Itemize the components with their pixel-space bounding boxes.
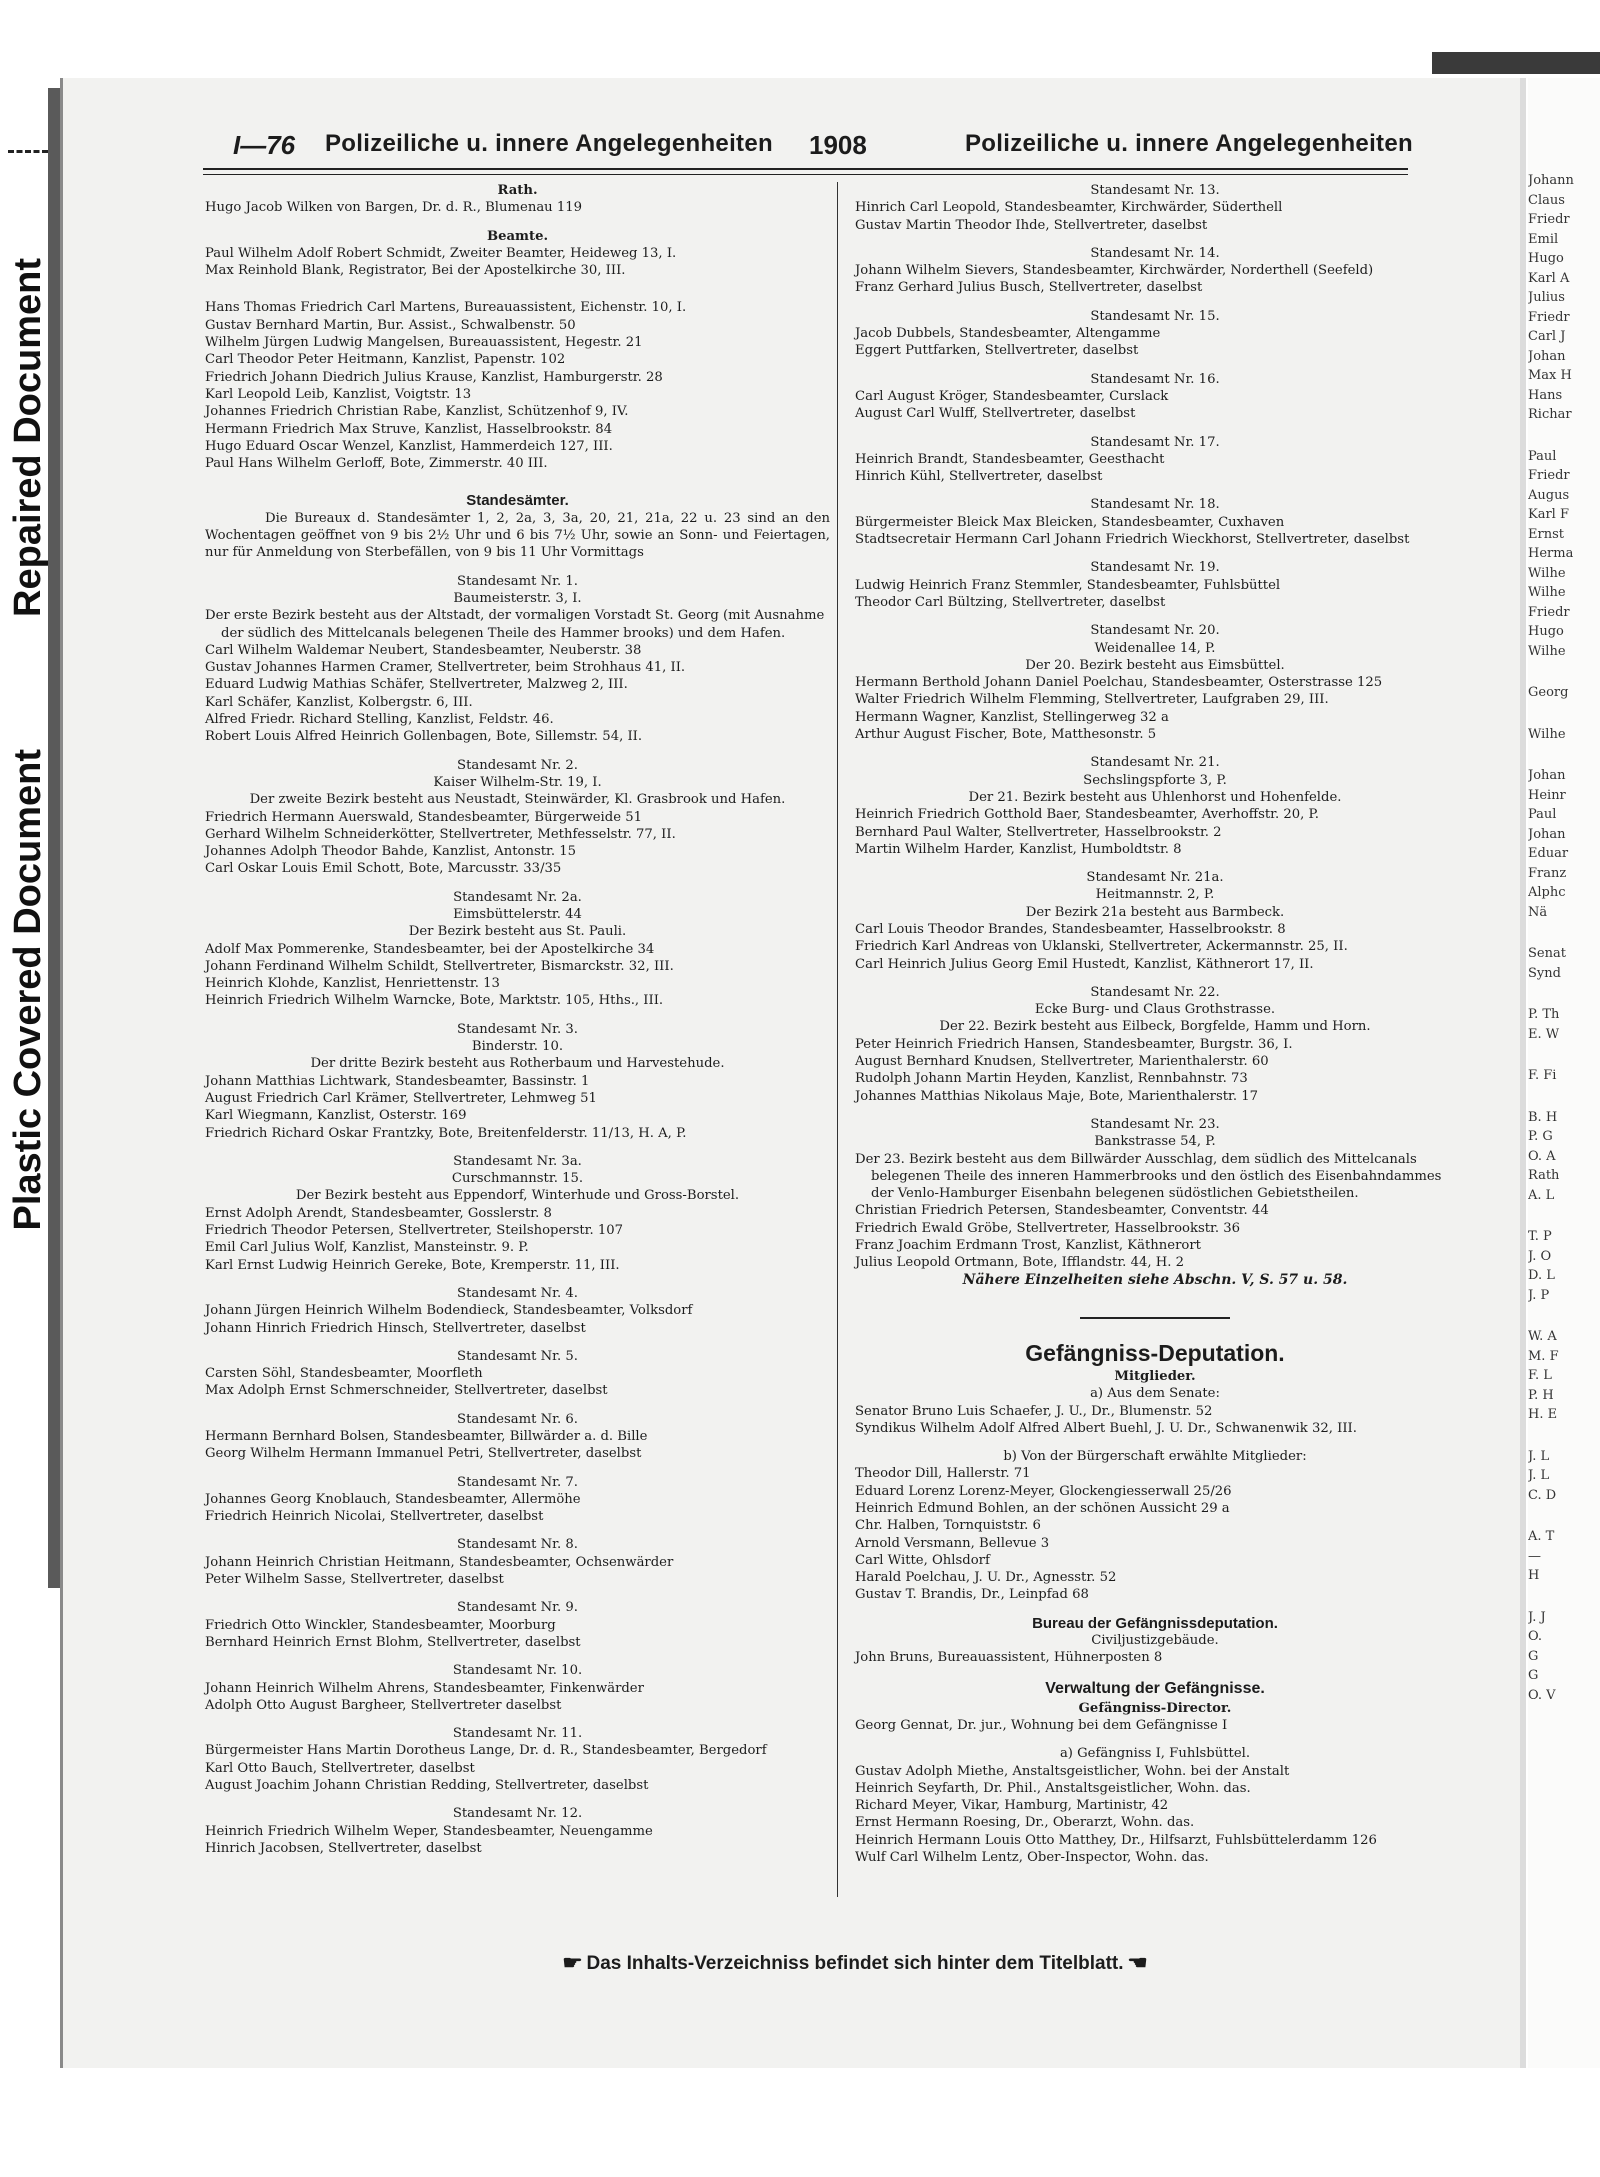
list-item: Franz Joachim Erdmann Trost, Kanzlist, Käthnerort [855, 1238, 1201, 1254]
list-item: Alfred Friedr. Richard Stelling, Kanzlist, Feldstr. 46. [205, 712, 554, 728]
standesamt-title: Standesamt Nr. 3. [457, 1021, 578, 1037]
fragment-text: Rath [1528, 1168, 1560, 1183]
standesamt-title: Standesamt Nr. 7. [457, 1474, 578, 1490]
standesamt-section [205, 878, 830, 1010]
standesamt-section [205, 1794, 830, 1857]
fragment-text: Alphc [1528, 885, 1566, 900]
fragment-text: J. P [1528, 1287, 1550, 1303]
list-item: Friedrich Theodor Petersen, Stellvertreter, Steilshoperstr. 107 [205, 1223, 624, 1239]
standesamt-title: Standesamt Nr. 18. [1090, 497, 1220, 513]
fragment-text: Augus [1528, 487, 1570, 503]
list-item: Heinrich Edmund Bohlen, an der schönen Aussicht 29 a [855, 1501, 1230, 1516]
standesamt-section [205, 1400, 830, 1463]
list-item: Gerhard Wilhelm Schneiderkötter, Stellvertreter, Methfesselstr. 77, II. [205, 826, 676, 842]
standesamt-section [855, 973, 1455, 1105]
list-item: Harald Poelchau, J. U. Dr., Agnesstr. 52 [855, 1570, 1117, 1586]
standesamt-section [855, 858, 1455, 973]
list-item: Richard Meyer, Vikar, Hamburg, Martinistr, 42 [855, 1798, 1169, 1814]
dashed-edge-marks [8, 150, 48, 159]
list-item: Friedrich Hermann Auerswald, Standesbeamter, Bürgerweide 51 [205, 809, 642, 825]
standesamt-title: Standesamt Nr. 8. [457, 1537, 578, 1553]
standesamt-section [855, 423, 1455, 486]
list-item: Johann Matthias Lichtwark, Standesbeamter, Bassinstr. 1 [205, 1073, 590, 1089]
fragment-text: Karl A [1528, 270, 1570, 286]
standesamt-title: Standesamt Nr. 16. [1090, 371, 1220, 387]
fragment-text: J. J [1528, 1609, 1546, 1625]
list-item: Franz Gerhard Julius Busch, Stellvertreter, daselbst [855, 280, 1203, 296]
list-item: Hermann Friedrich Max Struve, Kanzlist, Hasselbrookstr. 84 [205, 421, 613, 437]
fragment-text: Friedr [1528, 468, 1570, 483]
binding-edge [48, 88, 60, 1588]
page-gutter [1520, 78, 1526, 2068]
fragment-text: Senat [1528, 946, 1566, 961]
standesamt-title: Standesamt Nr. 20. [1090, 623, 1220, 639]
standesamt-title: Standesamt Nr. 4. [457, 1285, 578, 1301]
list-item: Arnold Versmann, Bellevue 3 [855, 1535, 1050, 1551]
fragment-text: Julius [1528, 290, 1565, 305]
header-year: 1908 [809, 130, 867, 160]
fragment-text: Karl F [1528, 507, 1569, 522]
standesamt-title: Standesamt Nr. 10. [452, 1663, 583, 1679]
list-item: Hugo Eduard Oscar Wenzel, Kanzlist, Hammerdeich 127, III. [205, 438, 613, 454]
fragment-text: Hugo [1528, 624, 1564, 639]
fragment-text: C. D [1528, 1487, 1557, 1503]
fragment-text: Wilhe [1528, 565, 1566, 581]
list-item: Gustav T. Brandis, Dr., Leinpfad 68 [855, 1587, 1089, 1603]
standesaemter-opening-hours: Die Bureaux d. Standesämter 1, 2, 2a, 3, 3a, 20, 21, 21a, 22 u. 23 sind an den Wochentagen geöffnet von 9 bis 2½ Uhr und 6 bis 7½ Uhr, sowie an Sonn- und Feiertagen, nur für Anmeldung von Sterbefällen, von 9 bis 11 Uhr Vormittags [205, 510, 830, 561]
standesamt-title: Standesamt Nr. 2. [457, 757, 578, 773]
list-item: Bernhard Heinrich Ernst Blohm, Stellvertreter, daselbst [205, 1634, 581, 1650]
standesamt-title: Standesamt Nr. 21. [1090, 755, 1220, 771]
list-item: Hermann Bernhard Bolsen, Standesbeamter, Billwärder a. d. Bille [205, 1429, 648, 1444]
fragment-text: — [1528, 1548, 1541, 1564]
list-item: Hermann Berthold Johann Daniel Poelchau, Standesbeamter, Osterstrasse 125 [855, 675, 1383, 691]
list-item: Carl Oskar Louis Emil Schott, Bote, Marcusstr. 33/35 [205, 861, 562, 877]
fragment-text: Hans [1528, 387, 1563, 403]
list-item: Carl Louis Theodor Brandes, Standesbeamter, Hasselbrookstr. 8 [855, 921, 1286, 937]
standesamt-section [855, 1105, 1455, 1272]
fragment-text: F. L [1528, 1368, 1552, 1383]
standesamt-address: Weidenallee 14, P. [1094, 640, 1216, 656]
list-item: Martin Wilhelm Harder, Kanzlist, Humboldtstr. 8 [855, 841, 1182, 857]
list-item: Heinrich Seyfarth, Dr. Phil., Anstaltsgeistlicher, Wohn. das. [855, 1780, 1251, 1796]
fragment-text: Eduar [1528, 846, 1569, 861]
list-item: Eggert Puttfarken, Stellvertreter, daselbst [855, 343, 1139, 359]
list [855, 1465, 1455, 1603]
list-item: Hans Thomas Friedrich Carl Martens, Bureauassistent, Eichenstr. 10, I. [205, 300, 687, 316]
list-item: Johannes Friedrich Christian Rabe, Kanzlist, Schützenhof 9, IV. [205, 404, 629, 420]
fragment-text: Wilhe [1528, 643, 1566, 659]
fragment-text: Friedr [1528, 309, 1570, 325]
header-rule-thin [203, 174, 1408, 175]
fragment-text: P. H [1528, 1387, 1554, 1403]
standesamt-title: Standesamt Nr. 13. [1090, 183, 1220, 198]
director-heading: Gefängniss-Director. [1078, 1700, 1232, 1716]
list-item: Heinrich Brandt, Standesbeamter, Geesthacht [855, 451, 1165, 467]
district-description: Der zweite Bezirk besteht aus Neustadt, Steinwärder, Kl. Grasbrook und Hafen. [249, 792, 786, 808]
details-reference-note: Nähere Einzelheiten siehe Abschn. V, S. 57 u. 58. [962, 1271, 1348, 1288]
standesamt-section [205, 562, 830, 746]
fragment-text: Claus [1528, 192, 1565, 208]
list-item: Hinrich Jacobsen, Stellvertreter, daselbst [205, 1840, 482, 1856]
fragment-text: Herma [1528, 546, 1574, 561]
list-item: Senator Bruno Luis Schaefer, J. U., Dr., Blumenstr. 52 [855, 1403, 1213, 1419]
fragment-text: A. T [1528, 1529, 1555, 1544]
fragment-text: Georg [1528, 685, 1569, 700]
standesamt-section [205, 1142, 830, 1274]
left-column [205, 182, 830, 1857]
list-item: Georg Wilhelm Hermann Immanuel Petri, Stellvertreter, daselbst [205, 1446, 642, 1462]
list-item: Friedrich Karl Andreas von Uklanski, Stellvertreter, Ackermannstr. 25, II. [855, 939, 1348, 955]
list-item: August Joachim Johann Christian Redding, Stellvertreter, daselbst [205, 1778, 649, 1794]
list-item: Johann Heinrich Wilhelm Ahrens, Standesbeamter, Finkenwärder [205, 1680, 644, 1696]
standesamt-section [855, 743, 1455, 858]
list-item: Stadtsecretair Hermann Carl Johann Friedrich Wieckhorst, Stellvertreter, daselbst [855, 532, 1410, 548]
standesamt-title: Standesamt Nr. 5. [457, 1348, 578, 1364]
fragment-text: T. P [1528, 1229, 1552, 1244]
page-footer [455, 1952, 1255, 1975]
fragment-text: Emil [1528, 231, 1559, 247]
fragment-text: Friedr [1528, 604, 1570, 620]
list-item: Heinrich Friedrich Wilhelm Weper, Standesbeamter, Neuengamme [205, 1823, 653, 1839]
list-item: Johann Jürgen Heinrich Wilhelm Bodendieck, Standesbeamter, Volksdorf [205, 1303, 693, 1319]
list-item: Johann Ferdinand Wilhelm Schildt, Stellvertreter, Bismarckstr. 32, III. [205, 958, 674, 974]
standesamt-address: Bankstrasse 54, P. [1094, 1134, 1216, 1150]
beamte-heading: Beamte. [486, 228, 549, 244]
fragment-text: O. V [1528, 1687, 1556, 1703]
fragment-text: G [1528, 1648, 1539, 1664]
list-item: Bürgermeister Bleick Max Bleicken, Standesbeamter, Cuxhaven [855, 514, 1285, 530]
standesamt-section [205, 1651, 830, 1714]
standesamt-title: Standesamt Nr. 3a. [453, 1153, 582, 1169]
fragment-text: Johann [1528, 173, 1574, 188]
standesamt-section [205, 1010, 830, 1142]
buergerschaft-subheading: b) Von der Bürgerschaft erwählte Mitglieder: [1003, 1449, 1307, 1465]
standesamt-section [855, 548, 1455, 611]
mitglieder-heading: Mitglieder. [1114, 1368, 1196, 1384]
list-item: Karl Wiegmann, Kanzlist, Osterstr. 169 [205, 1108, 467, 1124]
gefaengniss-i-subheading: a) Gefängniss I, Fuhlsbüttel. [1059, 1746, 1251, 1762]
standesamt-title: Standesamt Nr. 14. [1090, 245, 1220, 261]
fragment-text: Ernst [1528, 526, 1564, 542]
district-description: Der dritte Bezirk besteht aus Rotherbaum und Harvestehude. [310, 1056, 725, 1072]
list-item: Heinrich Klohde, Kanzlist, Henriettenstr. 13 [205, 976, 500, 992]
standesamt-section [205, 1588, 830, 1651]
adjacent-page-fragment [1528, 78, 1600, 2068]
list-item: Carl Wilhelm Waldemar Neubert, Standesbeamter, Neuberstr. 38 [205, 642, 642, 658]
fragment-text: M. F [1528, 1348, 1559, 1364]
fragment-text: P. Th [1528, 1007, 1560, 1022]
fragment-text: H [1528, 1568, 1540, 1583]
list-item: Johannes Adolph Theodor Bahde, Kanzlist, Antonstr. 15 [205, 844, 577, 860]
standesamt-title: Standesamt Nr. 11. [452, 1726, 583, 1742]
list-item: Hinrich Carl Leopold, Standesbeamter, Kirchwärder, Süderthell [855, 200, 1283, 216]
list-item: Johannes Georg Knoblauch, Standesbeamter, Allermöhe [205, 1491, 581, 1507]
standesaemter-heading: Standesämter. [466, 492, 569, 510]
district-description: Der Bezirk besteht aus Eppendorf, Winterhude und Gross-Borstel. [295, 1188, 740, 1204]
standesamt-section [205, 1463, 830, 1526]
standesamt-title: Standesamt Nr. 23. [1090, 1116, 1220, 1132]
list-item: Emil Carl Julius Wolf, Kanzlist, Mansteinstr. 9. P. [205, 1240, 529, 1256]
fragment-text: G [1528, 1668, 1539, 1683]
standesamt-section [205, 1714, 830, 1794]
list-item: Carl August Kröger, Standesbeamter, Curslack [855, 388, 1169, 404]
list-item: Johannes Matthias Nikolaus Maje, Bote, Marienthalerstr. 17 [855, 1088, 1259, 1104]
standesamt-title: Standesamt Nr. 17. [1090, 434, 1220, 450]
fragment-text: P. G [1528, 1129, 1553, 1144]
list-item: Wulf Carl Wilhelm Lentz, Ober-Inspector, Wohn. das. [855, 1850, 1209, 1866]
section-divider [1080, 1317, 1230, 1319]
standesamt-address: Curschmannstr. 15. [451, 1171, 584, 1187]
fragment-text: D. L [1528, 1268, 1555, 1283]
district-description: Der Bezirk besteht aus St. Pauli. [408, 924, 627, 940]
fragment-text: Franz [1528, 865, 1567, 881]
list-item: Max Reinhold Blank, Registrator, Bei der Apostelkirche 30, III. [205, 263, 626, 279]
list-item: Theodor Carl Bültzing, Stellvertreter, daselbst [855, 594, 1166, 610]
list-item: Eduard Ludwig Mathias Schäfer, Stellvertreter, Malzweg 2, III. [205, 677, 628, 693]
list-item: Johann Wilhelm Sievers, Standesbeamter, Kirchwärder, Norderthell (Seefeld) [855, 263, 1374, 279]
list-item: John Bruns, Bureauassistent, Hühnerposten 8 [855, 1650, 1163, 1666]
list-item: Hinrich Kühl, Stellvertreter, daselbst [855, 469, 1103, 485]
plastic-covered-document-text: Plastic Covered Document [6, 749, 49, 1231]
list-item: Heinrich Hermann Louis Otto Matthey, Dr., Hilfsarzt, Fuhlsbüttelerdamm 126 [855, 1832, 1377, 1848]
list-item: Syndikus Wilhelm Adolf Alfred Albert Buehl, J. U. Dr., Schwanenwik 32, III. [855, 1420, 1357, 1436]
senate-subheading: a) Aus dem Senate: [1090, 1386, 1220, 1402]
list-item: Gustav Martin Theodor Ihde, Stellvertreter, daselbst [855, 217, 1208, 233]
list-item: Adolph Otto August Bargheer, Stellvertreter daselbst [205, 1697, 562, 1713]
standesamt-section [205, 1337, 830, 1400]
list-item: Gustav Johannes Harmen Cramer, Stellvertreter, beim Strohhaus 41, II. [205, 660, 686, 676]
district-description: Der 21. Bezirk besteht aus Uhlenhorst und Hohenfelde. [968, 789, 1342, 805]
list-item: Rudolph Johann Martin Heyden, Kanzlist, Rennbahnstr. 73 [855, 1071, 1248, 1087]
list-item: Carl Witte, Ohlsdorf [855, 1552, 990, 1568]
page-number: I—76 [233, 130, 296, 160]
fragment-text: J. O [1528, 1248, 1552, 1264]
list-item: Friedrich Otto Winckler, Standesbeamter, Moorburg [205, 1617, 556, 1633]
fragment-text: Synd [1528, 965, 1561, 981]
fragment-text: Hugo [1528, 251, 1564, 266]
standesamt-title: Standesamt Nr. 22. [1090, 984, 1220, 1000]
fragment-text: Nä [1528, 904, 1548, 920]
header-title-left: Polizeiliche u. innere Angelegenheiten [325, 130, 773, 157]
standesamt-address: Ecke Burg- und Claus Grothstrasse. [1034, 1002, 1276, 1018]
list-item: Carsten Söhl, Standesbeamter, Moorfleth [205, 1366, 483, 1382]
list-item: Hermann Wagner, Kanzlist, Stellingerweg 32 a [855, 709, 1169, 725]
list-item: Karl Ernst Ludwig Heinrich Gereke, Bote, Kremperstr. 11, III. [205, 1257, 620, 1273]
list-item: Friedrich Johann Diedrich Julius Krause, Kanzlist, Hamburgerstr. 28 [205, 369, 663, 385]
standesamt-address: Eimsbüttelerstr. 44 [453, 906, 582, 922]
standesamt-section [855, 611, 1455, 743]
list-item: Julius Leopold Ortmann, Bote, Ifflandstr. 44, H. 2 [855, 1255, 1185, 1271]
standesamt-section [855, 182, 1455, 234]
fragment-text: Johan [1528, 348, 1566, 364]
fragment-text: Johan [1528, 826, 1566, 842]
list-item: August Carl Wulff, Stellvertreter, daselbst [855, 406, 1136, 422]
list-item: Max Adolph Ernst Schmerschneider, Stellvertreter, daselbst [205, 1383, 608, 1399]
district-description: Der 22. Bezirk besteht aus Eilbeck, Borgfelde, Hamm und Horn. [939, 1019, 1371, 1035]
fragment-text: Richar [1528, 407, 1572, 422]
list-item: Robert Louis Alfred Heinrich Gollenbagen, Bote, Sillemstr. 54, II. [205, 729, 643, 745]
list-item: Paul Hans Wilhelm Gerloff, Bote, Zimmerstr. 40 III. [205, 456, 548, 472]
list-item: Jacob Dubbels, Standesbeamter, Altengamme [855, 326, 1161, 342]
fragment-text: J. L [1528, 1468, 1550, 1483]
footer-text: Das Inhalts-Verzeichniss befindet sich hinter dem Titelblatt. [586, 1953, 1124, 1974]
fragment-text: Friedr [1528, 212, 1570, 227]
repaired-document-text: Repaired Document [6, 258, 49, 617]
list-item: Bernhard Paul Walter, Stellvertreter, Hasselbrookstr. 2 [855, 824, 1222, 840]
standesamt-address: Sechslingspforte 3, P. [1083, 772, 1227, 788]
list-item: Walter Friedrich Wilhelm Flemming, Stellvertreter, Laufgraben 29, III. [855, 692, 1329, 708]
standesamt-title: Standesamt Nr. 12. [452, 1806, 583, 1822]
list-item: Karl Leopold Leib, Kanzlist, Voigtstr. 13 [205, 386, 472, 402]
standesamt-section [205, 1525, 830, 1588]
list [855, 1763, 1455, 1867]
fragment-text: Heinr [1528, 787, 1566, 803]
list-item: Johann Hinrich Friedrich Hinsch, Stellvertreter, daselbst [205, 1320, 586, 1336]
list-item: Christian Friedrich Petersen, Standesbeamter, Conventstr. 44 [855, 1203, 1269, 1219]
standesamt-title: Standesamt Nr. 19. [1090, 560, 1220, 576]
header-title-right: Polizeiliche u. innere Angelegenheiten [965, 130, 1413, 157]
list-item: Adolf Max Pommerenke, Standesbeamter, bei der Apostelkirche 34 [205, 941, 655, 957]
standesamt-section [205, 746, 830, 878]
list-item: Friedrich Heinrich Nicolai, Stellvertreter, daselbst [205, 1509, 544, 1525]
fragment-text: O. [1528, 1629, 1543, 1644]
list [205, 245, 830, 280]
fragment-text: Paul [1528, 448, 1557, 464]
district-description: Der Bezirk 21a besteht aus Barmbeck. [1025, 904, 1285, 920]
list-item: Johann Heinrich Christian Heitmann, Standesbeamter, Ochsenwärder [205, 1554, 674, 1570]
list [205, 299, 830, 472]
list-item: Arthur August Fischer, Bote, Matthesonstr. 5 [855, 727, 1157, 743]
rath-heading: Rath. [497, 183, 538, 198]
verwaltung-heading: Verwaltung der Gefängnisse. [1045, 1679, 1265, 1697]
fragment-text: B. H [1528, 1109, 1558, 1125]
plastic-covered-document-label [6, 720, 50, 1260]
standesamt-title: Standesamt Nr. 6. [457, 1411, 578, 1427]
bureau-address: Civiljustizgebäude. [1091, 1633, 1219, 1649]
list-item: Peter Heinrich Friedrich Hansen, Standesbeamter, Burgstr. 36, I. [855, 1036, 1293, 1052]
list-item: Bürgermeister Hans Martin Dorotheus Lange, Dr. d. R., Standesbeamter, Bergedorf [205, 1743, 767, 1759]
list-item: Ludwig Heinrich Franz Stemmler, Standesbeamter, Fuhlsbüttel [855, 577, 1281, 593]
standesamt-title: Standesamt Nr. 15. [1090, 308, 1220, 324]
list-item: Ernst Hermann Roesing, Dr., Oberarzt, Wohn. das. [855, 1815, 1195, 1831]
list-item: Theodor Dill, Hallerstr. 71 [855, 1466, 1031, 1482]
list-item: Peter Wilhelm Sasse, Stellvertreter, daselbst [205, 1572, 504, 1588]
right-column [855, 182, 1455, 1866]
gefaengniss-deputation-heading: Gefängniss-Deputation. [1025, 1339, 1285, 1366]
list-item: Karl Schäfer, Kanzlist, Kolbergstr. 6, III. [205, 694, 473, 710]
list [855, 1717, 1455, 1734]
fragment-text: J. L [1528, 1448, 1550, 1464]
fragment-text: Paul [1528, 807, 1557, 822]
fragment-text: E. W [1528, 1026, 1560, 1042]
fragment-text: H. E [1528, 1407, 1558, 1422]
district-description: Der 20. Bezirk besteht aus Eimsbüttel. [1025, 657, 1285, 673]
list [855, 1403, 1455, 1438]
standesamt-section [205, 1274, 830, 1337]
fragment-text: O. A [1528, 1148, 1556, 1164]
fragment-text: A. L [1528, 1187, 1555, 1203]
standesamt-section [855, 360, 1455, 423]
fragment-text: F. Fi [1528, 1068, 1557, 1083]
district-description: Der erste Bezirk besteht aus der Altstadt, der vormaligen Vorstadt St. Georg (mit Ausnahme der südlich des Mittelcanals belegenen Theile des Hammer brooks) und dem Hafen. [205, 608, 825, 641]
list-item: Heinrich Friedrich Gotthold Baer, Standesbeamter, Averhoffstr. 20, P. [855, 807, 1319, 823]
standesamt-section [855, 485, 1455, 548]
list-item: Gustav Bernhard Martin, Bur. Assist., Schwalbenstr. 50 [205, 317, 576, 333]
list-item: Carl Theodor Peter Heitmann, Kanzlist, Papenstr. 102 [205, 352, 566, 368]
list-item: Friedrich Ewald Gröbe, Stellvertreter, Hasselbrookstr. 36 [855, 1220, 1241, 1236]
fragment-text: Wilhe [1528, 585, 1566, 600]
district-description: Der 23. Bezirk besteht aus dem Billwärder Ausschlag, dem südlich des Mittelcanals belegenen Theile des inneren Hammerbrooks und den östlich des Eisenbahndammes der Venlo-Hamburger Eisenbahn belegenen südöstlichen Gebietstheilen. [855, 1151, 1442, 1202]
standesamt-section [855, 234, 1455, 297]
list-item: Friedrich Richard Oskar Frantzky, Bote, Breitenfelderstr. 11/13, H. A, P. [205, 1125, 687, 1141]
list-item: Heinrich Friedrich Wilhelm Warncke, Bote, Marktstr. 105, Hths., III. [205, 993, 664, 1009]
fragment-text: Johan [1528, 768, 1566, 783]
fragment-text: Carl J [1528, 329, 1566, 344]
standesamt-title: Standesamt Nr. 1. [457, 573, 578, 589]
column-divider [837, 182, 838, 1897]
standesamt-address: Baumeisterstr. 3, I. [453, 590, 582, 606]
list-item: Ernst Adolph Arendt, Standesbeamter, Gosslerstr. 8 [205, 1205, 552, 1221]
list-item: Hugo Jacob Wilken von Bargen, Dr. d. R., Blumenau 119 [205, 200, 583, 216]
fragment-text: W. A [1528, 1329, 1557, 1344]
list-item: Carl Heinrich Julius Georg Emil Hustedt, Kanzlist, Käthnerort 17, II. [855, 956, 1314, 972]
standesamt-address: Kaiser Wilhelm-Str. 19, I. [433, 774, 602, 790]
list-item: Georg Gennat, Dr. jur., Wohnung bei dem Gefängnisse I [855, 1717, 1228, 1733]
standesamt-title: Standesamt Nr. 9. [457, 1600, 578, 1616]
list-item: August Friedrich Carl Krämer, Stellvertreter, Lehmweg 51 [205, 1090, 597, 1106]
standesamt-title: Standesamt Nr. 21a. [1086, 870, 1224, 886]
header-rule [203, 168, 1408, 170]
pointing-hand-right-icon: ☛ [1127, 1953, 1148, 1974]
list [205, 199, 830, 216]
bureau-heading: Bureau der Gefängnissdeputation. [1032, 1614, 1278, 1632]
scanner-corner-shadow [1432, 52, 1600, 74]
list [855, 1649, 1455, 1666]
page-header [145, 100, 1515, 160]
list-item: Chr. Halben, Tornquiststr. 6 [855, 1518, 1041, 1534]
list-item: Gustav Adolph Miethe, Anstaltsgeistlicher, Wohn. bei der Anstalt [855, 1763, 1290, 1779]
list-item: Paul Wilhelm Adolf Robert Schmidt, Zweiter Beamter, Heideweg 13, I. [205, 245, 677, 261]
repaired-document-label [6, 175, 50, 700]
list-item: August Bernhard Knudsen, Stellvertreter, Marienthalerstr. 60 [855, 1054, 1269, 1070]
list-item: Karl Otto Bauch, Stellvertreter, daselbst [205, 1760, 475, 1776]
list-item: Wilhelm Jürgen Ludwig Mangelsen, Bureauassistent, Hegestr. 21 [205, 335, 643, 351]
fragment-text: Wilhe [1528, 726, 1566, 742]
standesamt-title: Standesamt Nr. 2a. [453, 889, 582, 905]
standesamt-address: Heitmannstr. 2, P. [1095, 887, 1215, 903]
pointing-hand-left-icon: ☛ [562, 1953, 583, 1974]
fragment-text: Max H [1528, 368, 1572, 383]
standesamt-section [855, 297, 1455, 360]
standesamt-address: Binderstr. 10. [471, 1039, 564, 1055]
list-item: Eduard Lorenz Lorenz-Meyer, Glockengiesserwall 25/26 [855, 1483, 1232, 1499]
